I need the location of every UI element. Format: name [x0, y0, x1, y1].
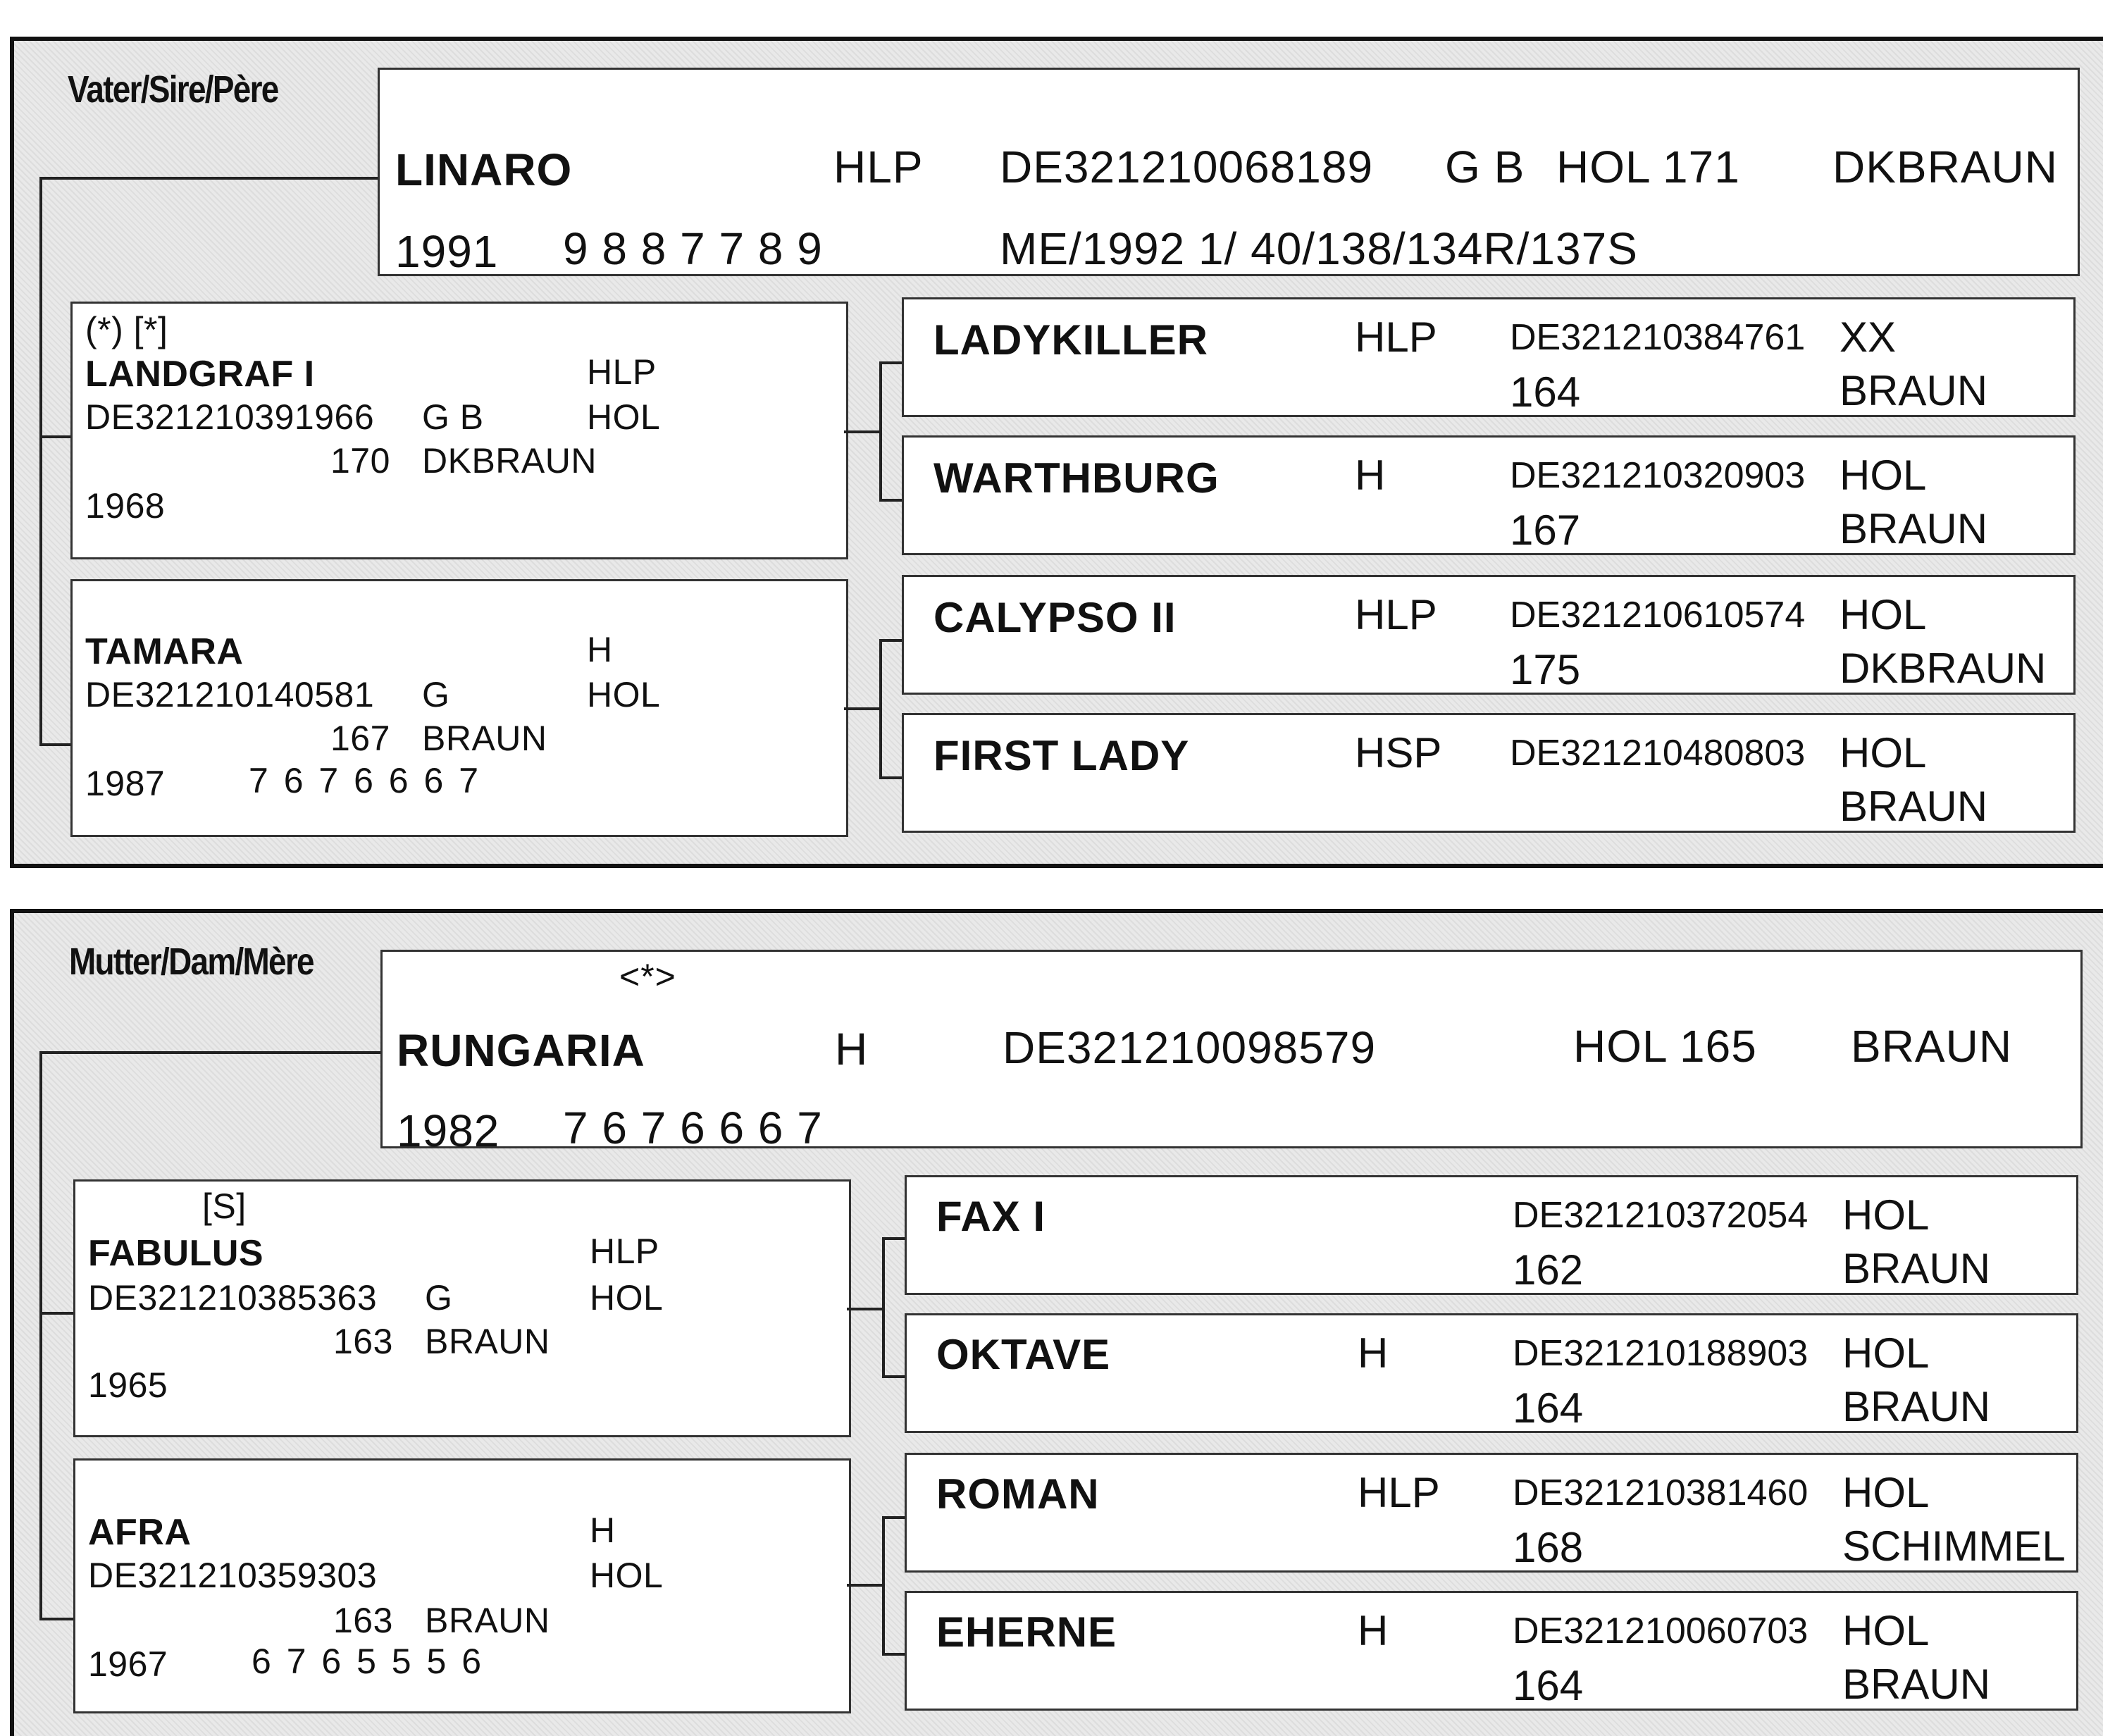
- sire-father-marks: (*) [*]: [85, 310, 168, 349]
- sire-ff-code: HLP: [1355, 314, 1437, 361]
- dam-marks: <*>: [619, 957, 676, 996]
- sire-father-branch: [844, 430, 882, 433]
- sire-mother-numbers: 7 6 7 6 6 6 7: [249, 761, 482, 800]
- dam-year: 1982: [397, 1105, 500, 1156]
- dam-mm-color: BRAUN: [1842, 1661, 1991, 1708]
- sire-mother-branch: [844, 707, 882, 710]
- sire-fm-name: WARTHBURG: [933, 454, 1220, 502]
- dam-fm-color: BRAUN: [1842, 1383, 1991, 1430]
- dam-mother-year: 1967: [88, 1644, 168, 1684]
- sire-results: ME/1992 1/ 40/138/134R/137S: [1000, 223, 1638, 274]
- dam-mm-box: [905, 1591, 2078, 1711]
- sire-mf-code: HLP: [1355, 591, 1437, 638]
- sire-father-color: DKBRAUN: [422, 441, 597, 480]
- dam-father-height: 163: [333, 1322, 393, 1361]
- sire-mm-name: FIRST LADY: [933, 732, 1190, 779]
- dam-ff-box: [905, 1175, 2078, 1295]
- dam-mf-box: [905, 1453, 2078, 1573]
- dam-section-label: Mutter/Dam/Mère: [69, 941, 314, 983]
- sire-ff-height: 164: [1510, 368, 1581, 416]
- sire-year: 1991: [395, 226, 499, 277]
- dam-connector-top: [39, 1051, 382, 1054]
- sire-connector-vertical: [39, 177, 42, 746]
- sire-breed: HOL 171: [1556, 142, 1740, 192]
- sire-mf-id: DE321210610574: [1510, 595, 1806, 636]
- sire-mm-code: HSP: [1355, 729, 1442, 776]
- sire-gender: G B: [1445, 142, 1525, 192]
- dam-mf-color: SCHIMMEL: [1842, 1523, 2066, 1570]
- sire-fm-code: H: [1355, 452, 1386, 499]
- dam-mother-code: H: [590, 1511, 616, 1550]
- dam-father-color: BRAUN: [425, 1322, 550, 1361]
- sire-section: [10, 37, 2103, 868]
- dam-mf-name: ROMAN: [936, 1470, 1100, 1518]
- dam-numbers: 7 6 7 6 6 6 7: [563, 1103, 823, 1153]
- dam-mother-breed: HOL: [590, 1556, 664, 1595]
- dam-mm-id: DE321210060703: [1513, 1611, 1809, 1651]
- sire-mf-color: DKBRAUN: [1840, 645, 2047, 692]
- dam-fm-height: 164: [1513, 1384, 1584, 1432]
- sire-mother-height: 167: [330, 719, 390, 758]
- sire-ff-box: [902, 297, 2076, 417]
- dam-mf-height: 168: [1513, 1524, 1584, 1571]
- sire-code: HLP: [833, 142, 924, 192]
- sire-mother-code: H: [587, 630, 613, 669]
- sire-father-id: DE321210391966: [85, 397, 375, 437]
- sire-mother-year: 1987: [85, 764, 166, 803]
- sire-mother-name: TAMARA: [85, 631, 244, 672]
- dam-mf-code: HLP: [1358, 1469, 1440, 1516]
- dam-fm-name: OKTAVE: [936, 1331, 1111, 1378]
- dam-connector-vertical: [39, 1051, 42, 1620]
- dam-fm-id: DE321210188903: [1513, 1333, 1809, 1374]
- sire-mm-id: DE321210480803: [1510, 733, 1806, 774]
- dam-father-marks: [S]: [202, 1186, 247, 1226]
- dam-ff-id: DE321210372054: [1513, 1195, 1809, 1236]
- dam-main-box: [380, 950, 2083, 1156]
- dam-mm-name: EHERNE: [936, 1608, 1117, 1656]
- dam-father-code: HLP: [590, 1232, 659, 1271]
- sire-ff-color: BRAUN: [1840, 367, 1988, 414]
- sire-father-gender: G B: [422, 397, 484, 437]
- dam-id: DE321210098579: [1003, 1022, 1377, 1073]
- sire-father-box: [70, 302, 848, 559]
- sire-section-label: Vater/Sire/Père: [68, 68, 278, 111]
- dam-ff-height: 162: [1513, 1246, 1584, 1294]
- sire-ff-id: DE321210384761: [1510, 317, 1806, 358]
- dam-father-year: 1965: [88, 1365, 168, 1405]
- dam-father-id: DE321210385363: [88, 1278, 378, 1318]
- sire-mother-breed: HOL: [587, 675, 661, 714]
- sire-mother-box: [70, 579, 848, 837]
- sire-fm-height: 167: [1510, 507, 1581, 554]
- sire-fm-color: BRAUN: [1840, 505, 1988, 552]
- sire-father-height: 170: [330, 441, 390, 480]
- dam-father-gender: G: [425, 1278, 453, 1318]
- dam-name: RUNGARIA: [397, 1025, 645, 1076]
- dam-code: H: [835, 1024, 869, 1074]
- dam-mf-breed: HOL: [1842, 1469, 1930, 1516]
- dam-mother-branch-vertical: [882, 1516, 885, 1656]
- dam-ff-name: FAX I: [936, 1193, 1046, 1240]
- dam-color: BRAUN: [1851, 1021, 2013, 1072]
- sire-id: DE321210068189: [1000, 142, 1374, 192]
- sire-mm-box: [902, 713, 2076, 833]
- sire-mm-color: BRAUN: [1840, 783, 1988, 830]
- dam-mother-height: 163: [333, 1601, 393, 1640]
- dam-mother-box: [73, 1458, 851, 1713]
- sire-father-name: LANDGRAF I: [85, 354, 315, 395]
- dam-mf-id: DE321210381460: [1513, 1472, 1809, 1513]
- dam-father-box: [73, 1179, 851, 1437]
- sire-ff-name: LADYKILLER: [933, 316, 1208, 364]
- sire-mother-id: DE321210140581: [85, 675, 375, 714]
- sire-mm-breed: HOL: [1840, 729, 1927, 776]
- sire-mf-breed: HOL: [1840, 591, 1927, 638]
- sire-fm-id: DE321210320903: [1510, 455, 1806, 496]
- sire-mf-name: CALYPSO II: [933, 594, 1177, 641]
- dam-father-breed: HOL: [590, 1278, 664, 1318]
- sire-father-branch-vertical: [879, 361, 882, 502]
- dam-section: [10, 909, 2103, 1736]
- dam-ff-color: BRAUN: [1842, 1245, 1991, 1292]
- dam-father-branch-vertical: [882, 1237, 885, 1378]
- dam-mm-height: 164: [1513, 1662, 1584, 1709]
- sire-father-breed: HOL: [587, 397, 661, 437]
- sire-mf-height: 175: [1510, 646, 1581, 693]
- dam-father-branch: [847, 1308, 885, 1310]
- dam-mother-numbers: 6 7 6 5 5 5 6: [252, 1642, 485, 1681]
- dam-mother-branch: [847, 1584, 885, 1587]
- sire-main-box: [378, 68, 2080, 276]
- sire-mother-branch-vertical: [879, 639, 882, 779]
- sire-father-year: 1968: [85, 486, 166, 526]
- sire-father-code: HLP: [587, 352, 657, 392]
- dam-mm-breed: HOL: [1842, 1607, 1930, 1654]
- sire-numbers: 9 8 8 7 7 8 9: [563, 223, 823, 274]
- dam-father-name: FABULUS: [88, 1233, 264, 1274]
- dam-mother-name: AFRA: [88, 1512, 192, 1553]
- dam-fm-breed: HOL: [1842, 1329, 1930, 1377]
- sire-connector-top: [39, 177, 379, 180]
- dam-mother-color: BRAUN: [425, 1601, 550, 1640]
- dam-ff-breed: HOL: [1842, 1191, 1930, 1239]
- dam-breed: HOL 165: [1573, 1021, 1757, 1072]
- sire-color: DKBRAUN: [1832, 142, 2058, 192]
- sire-mf-box: [902, 575, 2076, 695]
- dam-mother-id: DE321210359303: [88, 1556, 378, 1595]
- dam-fm-box: [905, 1313, 2078, 1433]
- dam-fm-code: H: [1358, 1329, 1389, 1377]
- sire-mother-color: BRAUN: [422, 719, 547, 758]
- sire-name: LINARO: [395, 144, 573, 195]
- sire-fm-breed: HOL: [1840, 452, 1927, 499]
- sire-ff-breed: XX: [1840, 314, 1897, 361]
- sire-fm-box: [902, 435, 2076, 555]
- sire-mother-gender: G: [422, 675, 450, 714]
- dam-mm-code: H: [1358, 1607, 1389, 1654]
